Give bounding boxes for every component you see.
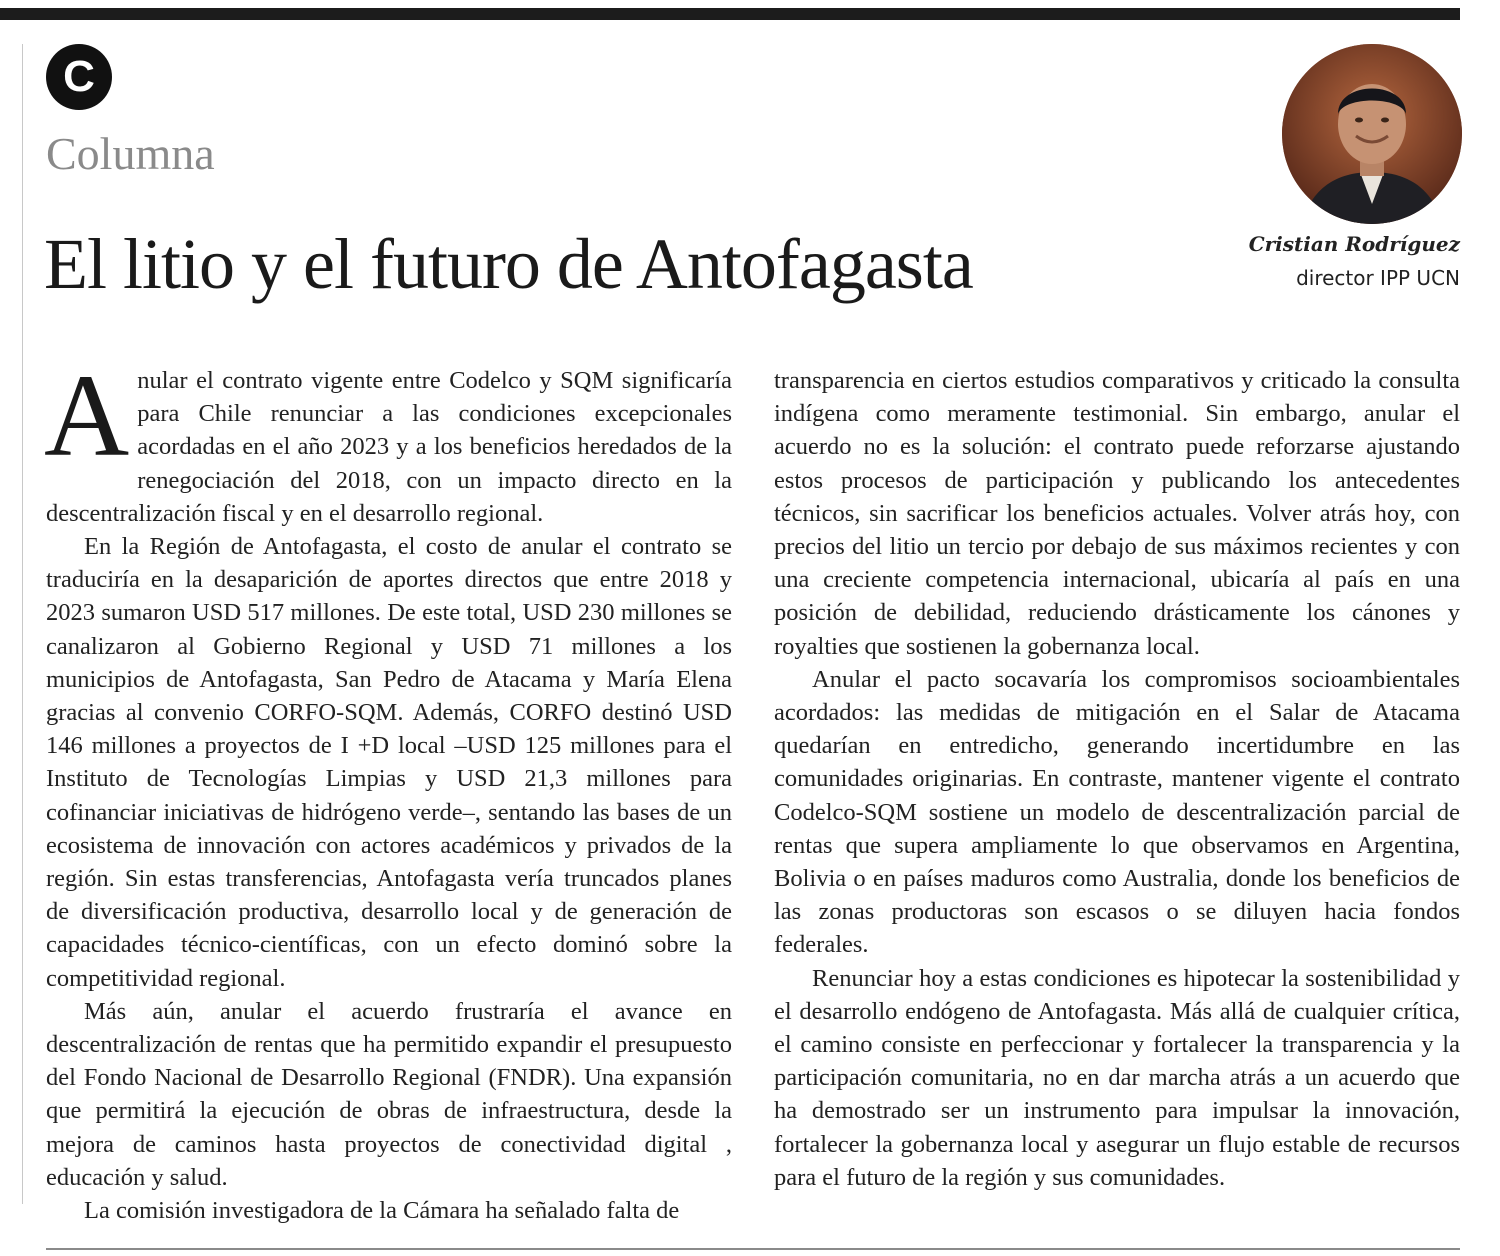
- paragraph: Más aún, anular el acuerdo frustraría el avance en descentralización de rentas que ha permitido expandir el presupuesto del Fondo Nacional de Desarrollo Regional (FNDR). Una expansión que permitirá la ejecución de obras de infraestructura, desde la mejora de caminos hasta proyectos de conectividad digital , educación y salud.: [46, 997, 732, 1191]
- top-rule: [0, 8, 1460, 20]
- article-column-right: [774, 364, 1460, 1194]
- left-margin-rule: [22, 44, 23, 1204]
- paragraph-text: nular el contrato vigente entre Codelco y SQM significaría para Chile renunciar a las condiciones excepcionales acordadas en el año 2023 y a los beneficios heredados de la renegociación del 2018, con un impacto directo en la descentralización fiscal y en el desarrollo regional.: [46, 367, 732, 527]
- paragraph: En la Región de Antofagasta, el costo de anular el contrato se traduciría en la desaparición de aportes directos que entre 2018 y 2023 sumaron USD 517 millones. De este total, USD 230 millones se canalizaron al Gobierno Regional y USD 71 millones a los municipios de Antofagasta, San Pedro de Atacama y María Elena gracias al convenio CORFO-SQM. Además, CORFO destinó USD 146 millones a proyectos de I +D local –USD 125 millones para el Instituto de Tecnologías Limpias y USD 21,3 millones para cofinanciar iniciativas de hidrógeno verde–, sentando las bases de un ecosistema de innovación con actores académicos y privados de la región. Sin estas transferencias, Antofagasta vería truncados planes de diversificación productiva, desarrollo local y de generación de capacidades técnico-científicas, con un efecto dominó sobre la competitividad regional.: [46, 533, 732, 992]
- paragraph: Anular el pacto socavaría los compromisos socioambientales acordados: las medidas de mitigación en el Salar de Atacama quedarían en entredicho, generando incertidumbre en las comunidades originarias. En contraste, mantener vigente el contrato Codelco-SQM sostiene un modelo de descentralización parcial de rentas que supera ampliamente lo que observamos en Argentina, Bolivia o en países maduros como Australia, donde los beneficios de las zonas productoras son escasos o se diluyen hacia fondos federales.: [774, 665, 1460, 959]
- bottom-rule: [46, 1248, 1460, 1250]
- article-column-left: [44, 350, 732, 1227]
- article-headline: El litio y el futuro de Antofagasta: [44, 224, 973, 304]
- section-label: Columna: [46, 128, 215, 179]
- author-role: director IPP UCN: [1296, 266, 1460, 290]
- author-name: Cristian Rodríguez: [1248, 232, 1460, 256]
- paragraph: transparencia en ciertos estudios comparativos y criticado la consulta indígena como meramente testimonial. Sin embargo, anular el acuerdo no es la solución: el contrato puede reforzarse ajustando estos procesos de participación y publicando los antecedentes técnicos, sin sacrificar los beneficios actuales. Volver atrás hoy, con precios del litio un tercio por debajo de sus máximos recientes y con una creciente competencia internacional, ubicaría al país en una posición de debilidad, reduciendo drásticamente los cánones y royalties que sostienen la gobernanza local.: [774, 367, 1460, 660]
- paragraph: [44, 350, 732, 530]
- paragraph: La comisión investigadora de la Cámara ha señalado falta de: [84, 1197, 680, 1225]
- dropcap: A: [44, 350, 130, 481]
- author-portrait-icon: [1282, 44, 1462, 224]
- column-badge-icon: C: [46, 44, 112, 110]
- paragraph: Renunciar hoy a estas condiciones es hipotecar la sostenibilidad y el desarrollo endógeno de Antofagasta. Más allá de cualquier crítica, el camino consiste en perfeccionar y fortalecer la transparencia y la participación comunitaria, no en dar marcha atrás a un acuerdo que ha demostrado ser un instrumento para impulsar la innovación, fortalecer la gobernanza local y asegurar un flujo estable de recursos para el futuro de la región y sus comunidades.: [774, 964, 1460, 1191]
